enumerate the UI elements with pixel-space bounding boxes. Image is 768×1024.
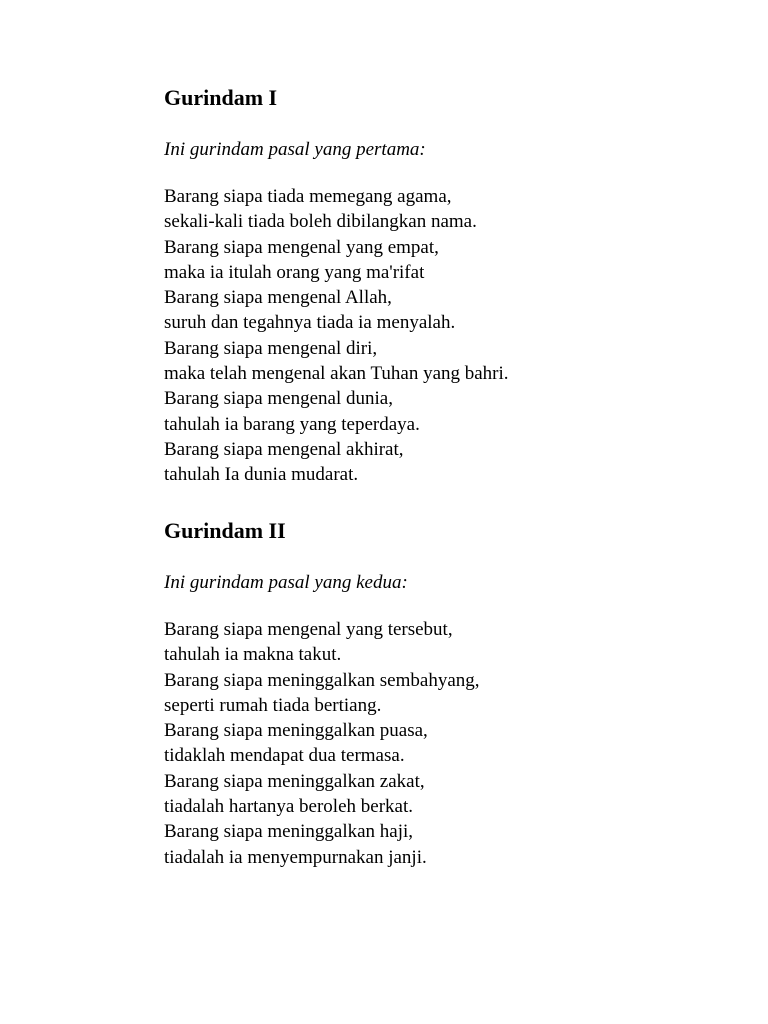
verse-list bbox=[164, 617, 744, 870]
verse-line: Barang siapa meninggalkan zakat, bbox=[164, 770, 425, 792]
verse-line: suruh dan tegahnya tiada ia menyalah. bbox=[164, 312, 456, 334]
verse-line: tiadalah ia menyempurnakan janji. bbox=[164, 846, 427, 868]
verse-line: sekali-kali tiada boleh dibilangkan nama. bbox=[164, 211, 477, 233]
verse-line: maka ia itulah orang yang ma'rifat bbox=[164, 261, 425, 283]
verse-line: tiadalah hartanya beroleh berkat. bbox=[164, 796, 413, 818]
gurindam-section-2 bbox=[164, 518, 744, 870]
verse-line: seperti rumah tiada bertiang. bbox=[164, 694, 382, 716]
section-intro: Ini gurindam pasal yang pertama: bbox=[164, 139, 426, 160]
verse-line: Barang siapa mengenal akhirat, bbox=[164, 438, 404, 460]
verse-line: Barang siapa mengenal Allah, bbox=[164, 287, 392, 309]
section-intro: Ini gurindam pasal yang kedua: bbox=[164, 572, 408, 593]
verse-line: Barang siapa mengenal yang empat, bbox=[164, 236, 439, 258]
gurindam-section-1 bbox=[164, 85, 744, 488]
verse-line: tidaklah mendapat dua termasa. bbox=[164, 745, 405, 767]
section-heading: Gurindam I bbox=[164, 85, 278, 110]
verse-line: Barang siapa meninggalkan haji, bbox=[164, 821, 414, 843]
verse-line: Barang siapa meninggalkan puasa, bbox=[164, 720, 428, 742]
verse-list bbox=[164, 184, 744, 488]
verse-line: Barang siapa tiada memegang agama, bbox=[164, 186, 452, 207]
verse-line: tahulah ia barang yang teperdaya. bbox=[164, 413, 420, 435]
verse-line: tahulah ia makna takut. bbox=[164, 644, 342, 666]
verse-line: maka telah mengenal akan Tuhan yang bahri. bbox=[164, 363, 509, 385]
verse-line: Barang siapa mengenal diri, bbox=[164, 337, 378, 359]
section-heading: Gurindam II bbox=[164, 518, 286, 543]
verse-line: Barang siapa mengenal yang tersebut, bbox=[164, 619, 453, 640]
verse-line: Barang siapa mengenal dunia, bbox=[164, 388, 393, 410]
verse-line: tahulah Ia dunia mudarat. bbox=[164, 464, 359, 486]
verse-line: Barang siapa meninggalkan sembahyang, bbox=[164, 669, 480, 691]
